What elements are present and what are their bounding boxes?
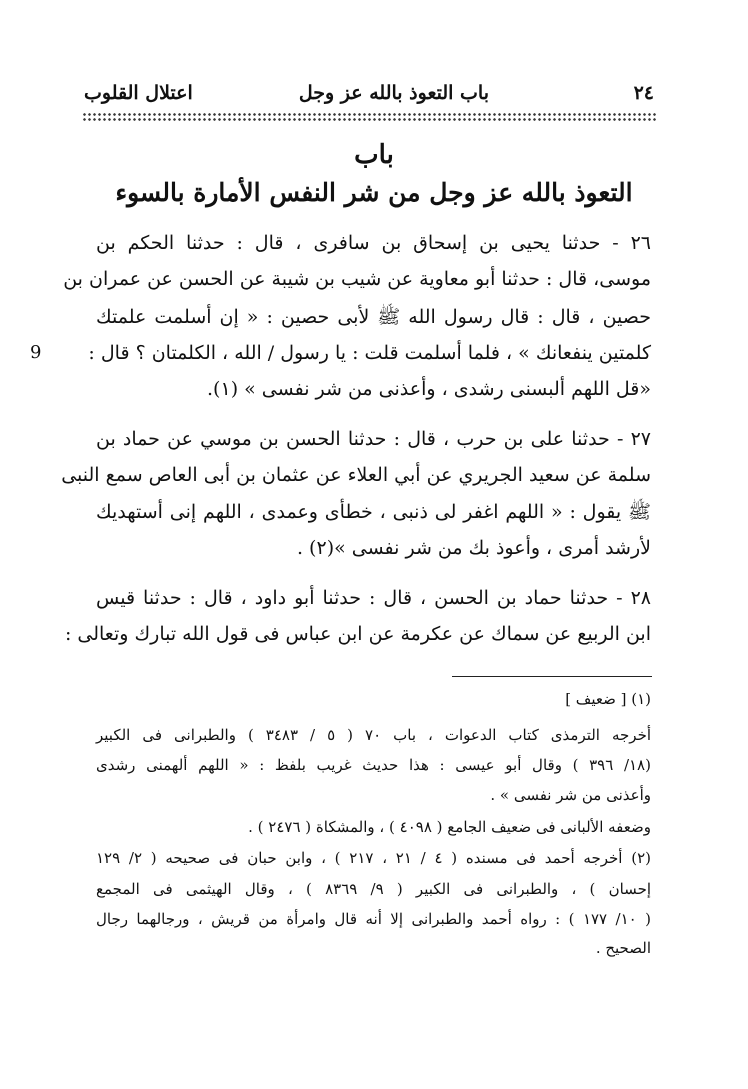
body-line: ٢٦ - حدثنا يحيى بن إسحاق بن سافرى ، قال : حدثنا الحكم بن <box>96 232 651 254</box>
footnote-line: ( ١٠/ ١٧٧ ) : رواه أحمد والطبرانى إلا أنه قال وامرأة من قريش ، ورجالهما رجال <box>96 910 651 928</box>
chapter-subheading: التعوذ بالله عز وجل من شر النفس الأمارة بالسوء <box>115 178 633 207</box>
footnote-line: الصحيح . <box>595 939 651 957</box>
chapter-heading: باب <box>354 140 394 170</box>
footnote-line: وأعذنى من شر نفسى » . <box>490 786 651 804</box>
running-header <box>84 82 654 110</box>
footnote-divider <box>452 676 652 677</box>
body-line: موسى، قال : حدثنا أبو معاوية عن شيب بن شيبة عن الحسن عن عمران بن <box>63 268 651 290</box>
body-line: ٢٧ - حدثنا على بن حرب ، قال : حدثنا الحسن بن موسي عن حماد بن <box>96 428 651 450</box>
footnote-line: (١٨/ ٣٩٦ ) وقال أبو عيسى : هذا حديث غريب بلفظ : « اللهم ألهمنى رشدى <box>96 756 651 774</box>
body-line: كلمتين ينفعانك » ، فلما أسلمت قلت : يا رسول / الله ، الكلمتان ؟ قال : <box>88 342 651 364</box>
body-line: حصين ، قال : قال رسول الله ﷺ لأبى حصين : « إن أسلمت علمتك <box>96 306 651 328</box>
body-line: لأرشد أمرى ، وأعوذ بك من شر نفسى »(٢) . <box>296 537 651 559</box>
footnote-line: إحسان ) ، والطبرانى فى الكبير ( ٩/ ٨٣٦٩ ) ، وقال الهيثمى فى المجمع <box>96 880 652 898</box>
header-divider <box>82 112 656 122</box>
margin-line-number: 9 <box>30 342 42 363</box>
body-line: ابن الربيع عن سماك عن عكرمة عن ابن عباس فى قول الله تبارك وتعالى : <box>64 623 651 645</box>
body-line: ٢٨ - حدثنا حماد بن الحسن ، قال : حدثنا أبو داود ، قال : حدثنا قيس <box>96 587 651 609</box>
running-book-title: اعتلال القلوب <box>84 82 193 104</box>
body-line: ﷺ يقول : « اللهم اغفر لى ذنبى ، خطأى وعمدى ، اللهم إنى أستهديك <box>96 501 651 523</box>
body-line: سلمة عن سعيد الجريري عن أبي العلاء عن عثمان بن أبى العاص سمع النبى <box>61 464 651 486</box>
running-chapter-title: باب التعوذ بالله عز وجل <box>298 82 489 104</box>
page-number: ٢٤ <box>633 82 654 104</box>
footnote-line: (١) [ ضعيف ] <box>565 690 651 708</box>
footnote-line: (٢) أخرجه أحمد فى مسنده ( ٤ / ٢١ ، ٢١٧ ) ، وابن حبان فى صحيحه ( ٢/ ١٢٩ <box>96 849 651 867</box>
body-line: «قل اللهم ألبسنى رشدى ، وأعذنى من شر نفسى » (١). <box>207 378 651 400</box>
footnote-line: وضعفه الألبانى فى ضعيف الجامع ( ٤٠٩٨ ) ، والمشكاة ( ٢٤٧٦ ) . <box>248 818 651 836</box>
footnote-line: أخرجه الترمذى كتاب الدعوات ، باب ٧٠ ( ٥ / ٣٤٨٣ ) والطبرانى فى الكبير <box>96 726 652 744</box>
